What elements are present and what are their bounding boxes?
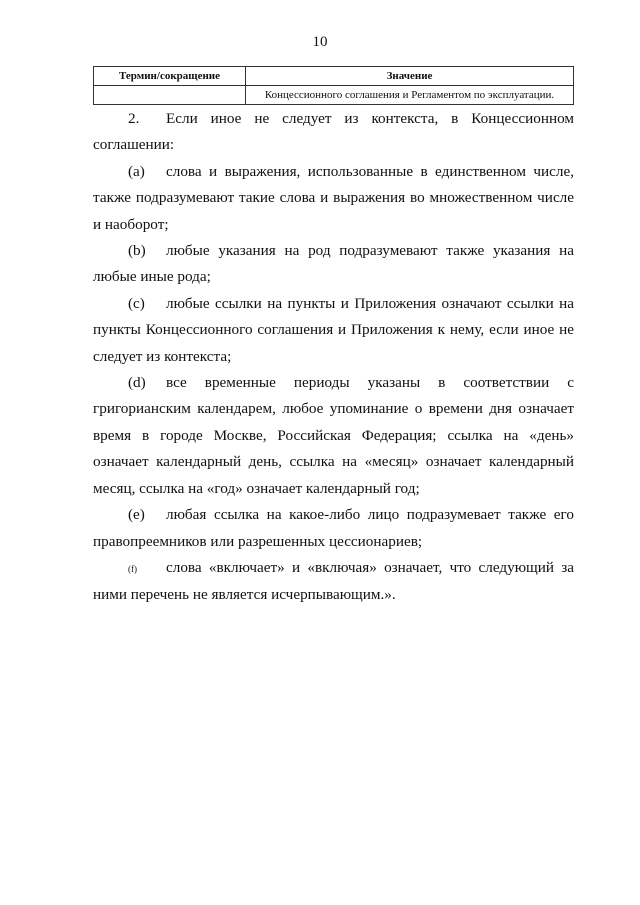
terms-table (93, 66, 574, 105)
table-header-meaning: Значение (246, 67, 574, 86)
item-text: любые ссылки на пункты и Приложения означают ссылки на пункты Концессионного соглашения и Приложения к нему, если иное не следует из контекста; (93, 294, 574, 365)
clause-number: 2. (128, 110, 140, 127)
item-label: (e) (128, 506, 145, 524)
table-cell-term (94, 86, 246, 105)
clause-2 (93, 106, 574, 159)
item-label: (c) (128, 294, 145, 312)
item-label: (d) (128, 374, 146, 392)
clause-text: Если иное не следует из контекста, в Концессионном соглашении: (93, 110, 574, 154)
table-cell-meaning: Концессионного соглашения и Регламентом по эксплуатации. (246, 86, 574, 105)
item-text: любая ссылка на какое-либо лицо подразумевает также его правопреемников или разрешенных цессионариев; (93, 506, 574, 550)
document-body (93, 106, 574, 609)
list-item-e (93, 502, 574, 555)
table-header-row (94, 67, 574, 86)
list-item-c (93, 291, 574, 370)
item-label: (a) (128, 162, 145, 180)
item-text: все временные периоды указаны в соответствии с григорианским календарем, любое упоминание о времени дня означает время в городе Москве, Российская Федерация; ссылка на «день» означает календарный день, ссылка на «месяц» означает календарный месяц, ссылка на «год» означает календарный год; (93, 374, 574, 497)
list-item-a (93, 159, 574, 238)
page-number: 10 (312, 34, 328, 50)
item-label: (f) (128, 563, 137, 574)
item-text: слова «включает» и «включая» означает, что следующий за ними перечень не является исчерпывающим.». (93, 558, 574, 604)
item-text: любые указания на род подразумевают также указания на любые иные рода; (93, 242, 574, 286)
list-item-b (93, 238, 574, 291)
item-text: слова и выражения, использованные в единственном числе, также подразумевают такие слова и выражения во множественном числе и наоборот; (93, 162, 574, 233)
list-item-f (93, 555, 574, 609)
table-header-term: Термин/сокращение (94, 67, 246, 86)
table-row (94, 86, 574, 105)
item-label: (b) (128, 242, 146, 260)
list-item-d (93, 370, 574, 502)
